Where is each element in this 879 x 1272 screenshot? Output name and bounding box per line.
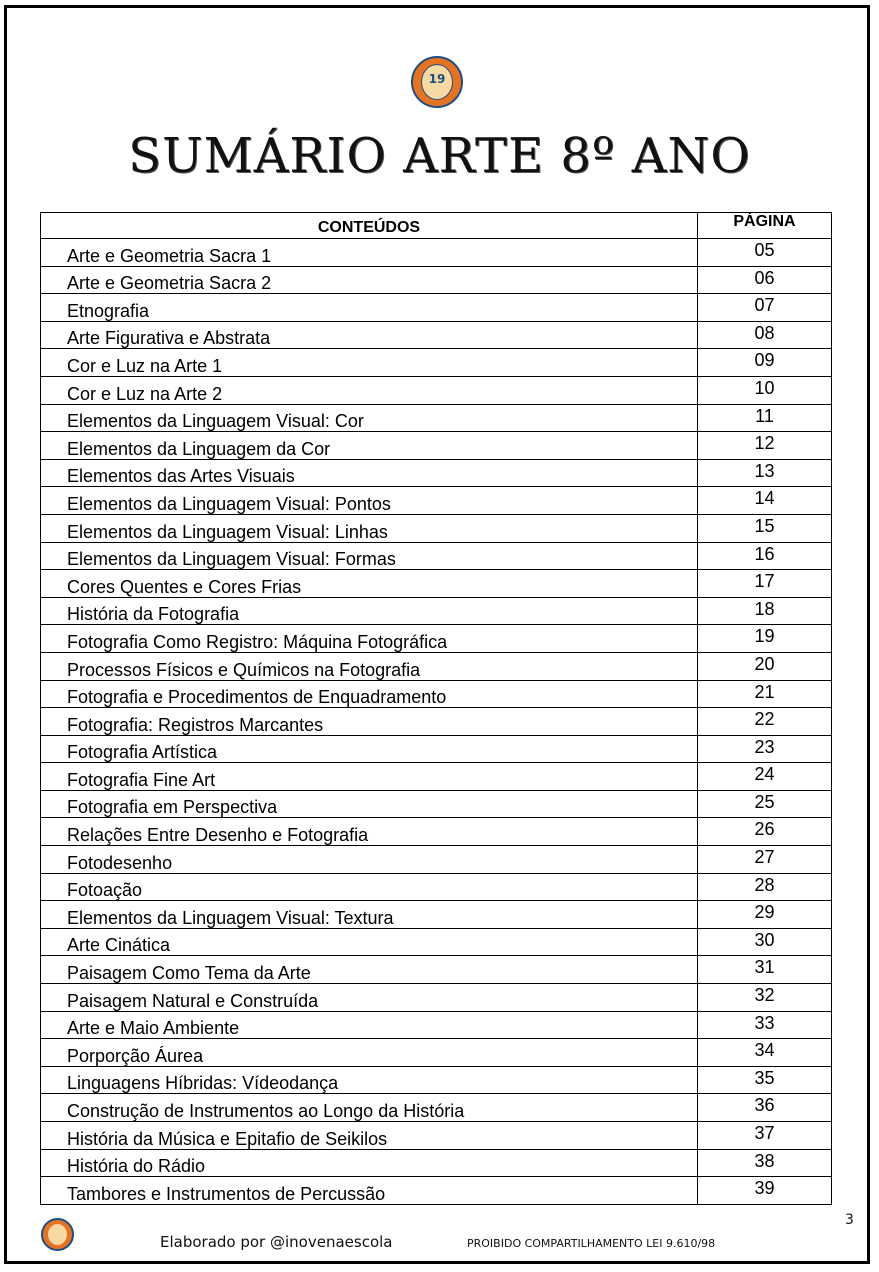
topic-cell: Cor e Luz na Arte 1 bbox=[41, 349, 698, 377]
topic-cell: Fotografia e Procedimentos de Enquadramento bbox=[41, 680, 698, 708]
topic-cell: Cor e Luz na Arte 2 bbox=[41, 376, 698, 404]
page-number-cell: 29 bbox=[698, 901, 832, 929]
table-row bbox=[41, 956, 832, 984]
table-row bbox=[41, 239, 832, 267]
table-row bbox=[41, 376, 832, 404]
page-number-cell: 25 bbox=[698, 790, 832, 818]
topic-cell: Elementos da Linguagem Visual: Textura bbox=[41, 901, 698, 929]
table-row bbox=[41, 846, 832, 874]
logo-text: 19 bbox=[428, 72, 446, 86]
topic-cell: Paisagem Como Tema da Arte bbox=[41, 956, 698, 984]
topic-cell: Elementos da Linguagem da Cor bbox=[41, 432, 698, 460]
page-number-cell: 20 bbox=[698, 652, 832, 680]
topic-cell: Arte Figurativa e Abstrata bbox=[41, 321, 698, 349]
table-row bbox=[41, 570, 832, 598]
page-number: 3 bbox=[845, 1212, 854, 1228]
table-row bbox=[41, 1011, 832, 1039]
topic-cell: Fotografia em Perspectiva bbox=[41, 790, 698, 818]
topic-cell: História da Música e Epitafio de Seikilos bbox=[41, 1122, 698, 1150]
page-number-cell: 30 bbox=[698, 928, 832, 956]
page-number-cell: 13 bbox=[698, 459, 832, 487]
table-row bbox=[41, 597, 832, 625]
table-row bbox=[41, 1094, 832, 1122]
footer-legal-notice: PROIBIDO COMPARTILHAMENTO LEI 9.610/98 bbox=[467, 1237, 716, 1250]
page-number-cell: 07 bbox=[698, 294, 832, 322]
page-number-cell: 37 bbox=[698, 1122, 832, 1150]
column-header-topic: CONTEÚDOS bbox=[41, 213, 698, 239]
page-number-cell: 08 bbox=[698, 321, 832, 349]
page-number-cell: 27 bbox=[698, 846, 832, 874]
school-logo bbox=[411, 56, 463, 108]
table-row bbox=[41, 487, 832, 515]
table-row bbox=[41, 984, 832, 1012]
table-row bbox=[41, 349, 832, 377]
page-number-cell: 33 bbox=[698, 1011, 832, 1039]
topic-cell: Fotoação bbox=[41, 873, 698, 901]
topic-cell: Fotografia Como Registro: Máquina Fotográfica bbox=[41, 625, 698, 653]
topic-cell: Elementos da Linguagem Visual: Cor bbox=[41, 404, 698, 432]
topic-cell: Paisagem Natural e Construída bbox=[41, 984, 698, 1012]
page-number-cell: 26 bbox=[698, 818, 832, 846]
page-number-cell: 32 bbox=[698, 984, 832, 1012]
page-number-cell: 16 bbox=[698, 542, 832, 570]
topic-cell: Fotografia Fine Art bbox=[41, 763, 698, 791]
page-number-cell: 06 bbox=[698, 266, 832, 294]
footer-credit: Elaborado por @inovenaescola bbox=[160, 1233, 393, 1251]
table-row bbox=[41, 321, 832, 349]
table-row bbox=[41, 901, 832, 929]
table-row bbox=[41, 1122, 832, 1150]
footer-lightbulb-icon bbox=[48, 1224, 67, 1245]
table-row bbox=[41, 763, 832, 791]
table-row bbox=[41, 432, 832, 460]
page-number-cell: 22 bbox=[698, 708, 832, 736]
table-row bbox=[41, 266, 832, 294]
page-number-cell: 35 bbox=[698, 1066, 832, 1094]
table-row bbox=[41, 459, 832, 487]
table-row bbox=[41, 735, 832, 763]
table-row bbox=[41, 294, 832, 322]
table-row bbox=[41, 708, 832, 736]
page-number-cell: 17 bbox=[698, 570, 832, 598]
topic-cell: Elementos da Linguagem Visual: Linhas bbox=[41, 514, 698, 542]
table-row bbox=[41, 625, 832, 653]
page-title: SUMÁRIO ARTE 8º ANO bbox=[128, 128, 751, 184]
topic-cell: Arte Cinática bbox=[41, 928, 698, 956]
table-row bbox=[41, 1066, 832, 1094]
topic-cell: Porporção Áurea bbox=[41, 1039, 698, 1067]
table-row bbox=[41, 1177, 832, 1205]
page-number-cell: 38 bbox=[698, 1149, 832, 1177]
table-row bbox=[41, 928, 832, 956]
table-row bbox=[41, 1039, 832, 1067]
topic-cell: Arte e Geometria Sacra 1 bbox=[41, 239, 698, 267]
footer-logo bbox=[41, 1218, 74, 1251]
topic-cell: Relações Entre Desenho e Fotografia bbox=[41, 818, 698, 846]
topic-cell: Tambores e Instrumentos de Percussão bbox=[41, 1177, 698, 1205]
topic-cell: Arte e Maio Ambiente bbox=[41, 1011, 698, 1039]
page-number-cell: 18 bbox=[698, 597, 832, 625]
topic-cell: Linguagens Híbridas: Vídeodança bbox=[41, 1066, 698, 1094]
column-header-page: PÁGINA bbox=[698, 213, 832, 239]
table-row bbox=[41, 514, 832, 542]
page-number-cell: 34 bbox=[698, 1039, 832, 1067]
table-row bbox=[41, 652, 832, 680]
topic-cell: História do Rádio bbox=[41, 1149, 698, 1177]
topic-cell: Cores Quentes e Cores Frias bbox=[41, 570, 698, 598]
topic-cell: Arte e Geometria Sacra 2 bbox=[41, 266, 698, 294]
page-number-cell: 09 bbox=[698, 349, 832, 377]
page-number-cell: 23 bbox=[698, 735, 832, 763]
topic-cell: Fotodesenho bbox=[41, 846, 698, 874]
table-row bbox=[41, 873, 832, 901]
topic-cell: Elementos da Linguagem Visual: Pontos bbox=[41, 487, 698, 515]
contents-table-body bbox=[41, 239, 832, 1205]
topic-cell: Elementos da Linguagem Visual: Formas bbox=[41, 542, 698, 570]
page-number-cell: 11 bbox=[698, 404, 832, 432]
topic-cell: Elementos das Artes Visuais bbox=[41, 459, 698, 487]
table-row bbox=[41, 1149, 832, 1177]
topic-cell: Etnografia bbox=[41, 294, 698, 322]
topic-cell: Processos Físicos e Químicos na Fotografia bbox=[41, 652, 698, 680]
table-header-row bbox=[41, 213, 832, 239]
table-row bbox=[41, 790, 832, 818]
page-number-cell: 10 bbox=[698, 376, 832, 404]
table-row bbox=[41, 818, 832, 846]
topic-cell: História da Fotografia bbox=[41, 597, 698, 625]
topic-cell: Fotografia Artística bbox=[41, 735, 698, 763]
table-row bbox=[41, 404, 832, 432]
page-number-cell: 12 bbox=[698, 432, 832, 460]
page-number-cell: 21 bbox=[698, 680, 832, 708]
lightbulb-icon bbox=[421, 64, 453, 100]
page-number-cell: 19 bbox=[698, 625, 832, 653]
page-number-cell: 28 bbox=[698, 873, 832, 901]
contents-table bbox=[40, 212, 832, 1205]
page-number-cell: 05 bbox=[698, 239, 832, 267]
topic-cell: Fotografia: Registros Marcantes bbox=[41, 708, 698, 736]
table-row bbox=[41, 542, 832, 570]
page-number-cell: 36 bbox=[698, 1094, 832, 1122]
page-number-cell: 14 bbox=[698, 487, 832, 515]
page-number-cell: 31 bbox=[698, 956, 832, 984]
page-number-cell: 24 bbox=[698, 763, 832, 791]
page-number-cell: 39 bbox=[698, 1177, 832, 1205]
table-row bbox=[41, 680, 832, 708]
topic-cell: Construção de Instrumentos ao Longo da História bbox=[41, 1094, 698, 1122]
page-number-cell: 15 bbox=[698, 514, 832, 542]
